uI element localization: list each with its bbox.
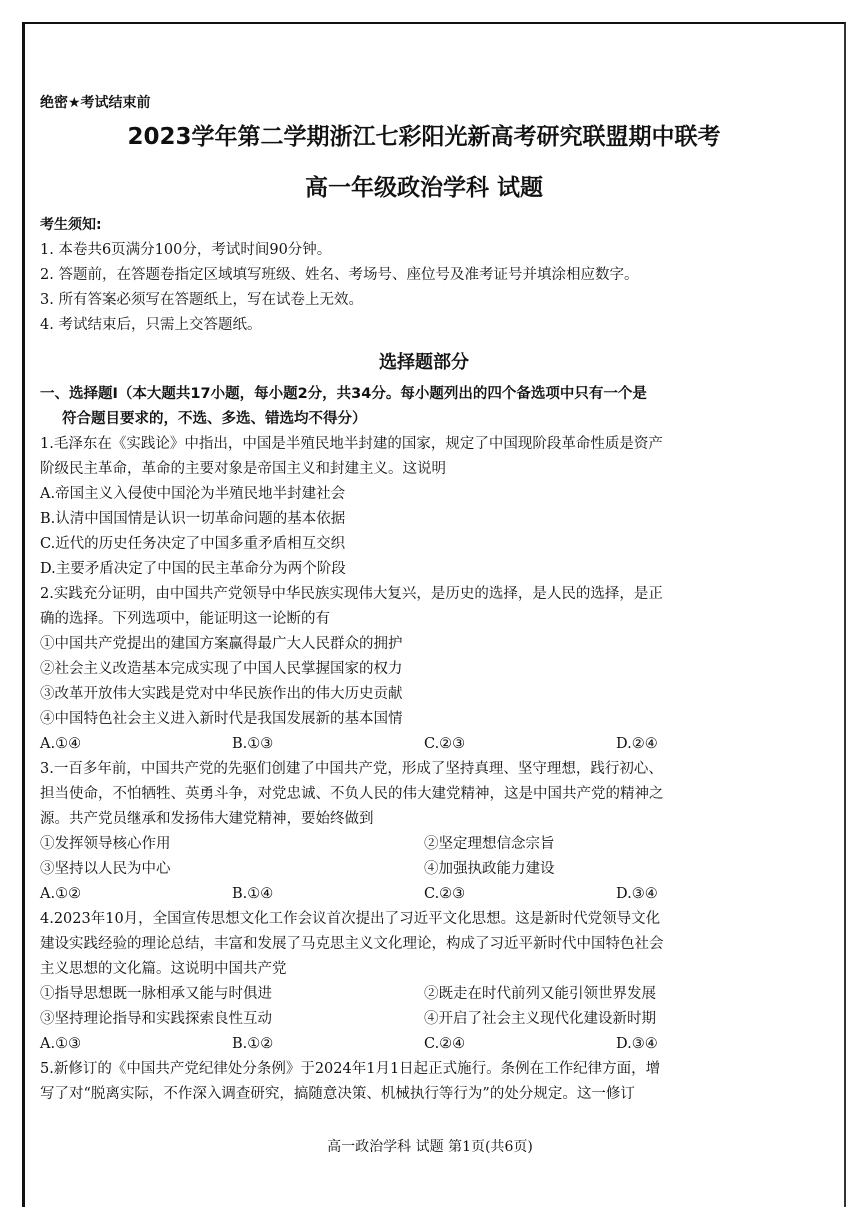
q3-option-b: B.①④	[232, 886, 274, 902]
q2-stem-line-1: 2.实践充分证明，由中国共产党领导中华民族实现伟大复兴，是历史的选择，是人民的选择，是正	[40, 586, 663, 602]
q3-statement-3: ③坚持以人民为中心	[40, 861, 171, 877]
notice-item: 3. 所有答案必须写在答题纸上，写在试卷上无效。	[40, 292, 363, 308]
q4-statements-row-1	[40, 982, 808, 1007]
q4-statement-3: ③坚持理论指导和实践探索良性互动	[40, 1011, 272, 1027]
q3-stem-line-2: 担当使命，不怕牺牲、英勇斗争，对党忠诚、不负人民的伟大建党精神，这是中国共产党的精神之	[40, 786, 664, 802]
q3-statements-row-2	[40, 857, 808, 882]
q2-option-c: C.②③	[424, 736, 466, 752]
q2-statement-3: ③改革开放伟大实践是党对中华民族作出的伟大历史贡献	[40, 686, 403, 702]
q5-stem-line-2: 写了对“脱离实际，不作深入调查研究，搞随意决策、机械执行等行为”的处分规定。这一修订	[40, 1086, 635, 1102]
q4-stem-line-2: 建设实践经验的理论总结，丰富和发展了马克思主义文化理论，构成了习近平新时代中国特色社会	[40, 936, 664, 952]
q4-statement-1: ①指导思想既一脉相承又能与时俱进	[40, 986, 272, 1002]
q3-statement-1: ①发挥领导核心作用	[40, 836, 171, 852]
q3-statement-2: ②坚定理想信念宗旨	[424, 836, 555, 852]
q3-stem-line-3: 源。共产党员继承和发扬伟大建党精神，要始终做到	[40, 811, 374, 827]
question-3	[40, 757, 808, 907]
part-heading-line-2: 符合题目要求的，不选、多选、错选均不得分）	[62, 411, 367, 427]
q4-option-c: C.②④	[424, 1036, 466, 1052]
notice-heading: 考生须知:	[40, 217, 102, 233]
question-5	[40, 1057, 808, 1107]
q1-option-c: C.近代的历史任务决定了中国多重矛盾相互交织	[40, 536, 346, 552]
q3-options	[40, 882, 808, 907]
q4-statements-row-2	[40, 1007, 808, 1032]
q4-statement-2: ②既走在时代前列又能引领世界发展	[424, 986, 656, 1002]
q3-stem-line-1: 3.一百多年前，中国共产党的先驱们创建了中国共产党，形成了坚持真理、坚守理想，践行初心、	[40, 761, 663, 777]
page-footer: 高一政治学科 试题 第1页(共6页)	[327, 1139, 533, 1155]
secret-label: 绝密★考试结束前	[40, 95, 151, 111]
q3-option-c: C.②③	[424, 886, 466, 902]
q3-statement-4: ④加强执政能力建设	[424, 861, 555, 877]
q4-stem-line-3: 主义思想的文化篇。这说明中国共产党	[40, 961, 287, 977]
q4-statement-4: ④开启了社会主义现代化建设新时期	[424, 1011, 656, 1027]
q5-stem-line-1: 5.新修订的《中国共产党纪律处分条例》于2024年1月1日起正式施行。条例在工作纪律方面，增	[40, 1061, 661, 1077]
q1-stem-line-1: 1.毛泽东在《实践论》中指出，中国是半殖民地半封建的国家，规定了中国现阶段革命性质是资产	[40, 436, 663, 452]
question-1	[40, 432, 808, 582]
q1-stem-line-2: 阶级民主革命，革命的主要对象是帝国主义和封建主义。这说明	[40, 461, 446, 477]
section-title: 选择题部分	[379, 352, 469, 373]
q2-option-b: B.①③	[232, 736, 274, 752]
q4-stem-line-1: 4.2023年10月，全国宣传思想文化工作会议首次提出了习近平文化思想。这是新时代党领导文化	[40, 911, 661, 927]
q1-option-a: A.帝国主义入侵使中国沦为半殖民地半封建社会	[40, 486, 346, 502]
q4-option-d: D.③④	[616, 1036, 658, 1052]
notice-item: 4. 考试结束后，只需上交答题纸。	[40, 317, 262, 333]
part-heading	[40, 382, 808, 432]
q3-statements-row-1	[40, 832, 808, 857]
q2-statement-2: ②社会主义改造基本完成实现了中国人民掌握国家的权力	[40, 661, 403, 677]
notice-item: 2. 答题前，在答题卷指定区域填写班级、姓名、考场号、座位号及准考证号并填涂相应数字。	[40, 267, 639, 283]
exam-title: 2023学年第二学期浙江七彩阳光新高考研究联盟期中联考	[127, 124, 721, 150]
q2-option-a: A.①④	[40, 736, 82, 752]
q4-option-a: A.①③	[40, 1036, 82, 1052]
question-2	[40, 582, 808, 757]
q2-statement-1: ①中国共产党提出的建国方案赢得最广大人民群众的拥护	[40, 636, 403, 652]
q3-option-a: A.①②	[40, 886, 82, 902]
q4-options	[40, 1032, 808, 1057]
notice-item: 1. 本卷共6页满分100分，考试时间90分钟。	[40, 242, 332, 258]
q2-statement-4: ④中国特色社会主义进入新时代是我国发展新的基本国情	[40, 711, 403, 727]
part-heading-line-1: 一、选择题Ⅰ（本大题共17小题，每小题2分，共34分。每小题列出的四个备选项中只有一个是	[40, 386, 647, 402]
question-4	[40, 907, 808, 1057]
q2-stem-line-2: 确的选择。下列选项中，能证明这一论断的有	[40, 611, 330, 627]
q2-options	[40, 732, 808, 757]
exam-subtitle: 高一年级政治学科 试题	[304, 175, 543, 201]
q3-option-d: D.③④	[616, 886, 658, 902]
notice-block	[40, 214, 808, 338]
q4-option-b: B.①②	[232, 1036, 274, 1052]
q2-option-d: D.②④	[616, 736, 658, 752]
q1-option-d: D.主要矛盾决定了中国的民主革命分为两个阶段	[40, 561, 346, 577]
q1-option-b: B.认清中国国情是认识一切革命问题的基本依据	[40, 511, 346, 527]
exam-content	[40, 92, 808, 1107]
